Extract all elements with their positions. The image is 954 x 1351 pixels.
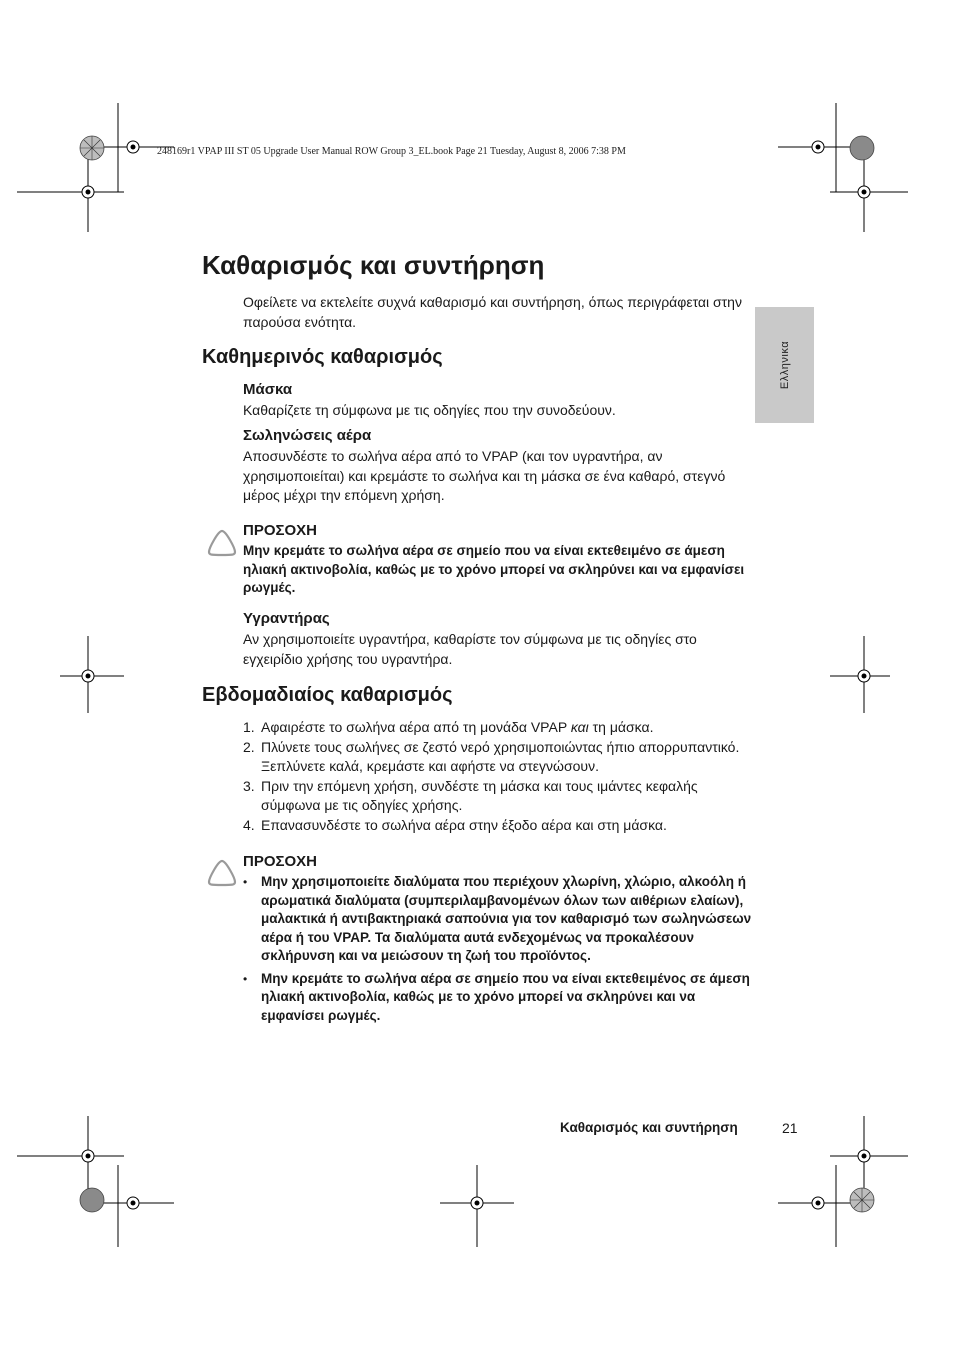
weekly-cleaning-heading: Εβδομαδιαίος καθαρισμός xyxy=(202,684,453,706)
caution-label: ΠΡΟΣΟΧΗ xyxy=(243,522,318,539)
caution-label: ΠΡΟΣΟΧΗ xyxy=(243,853,318,870)
caution-icon xyxy=(206,528,238,558)
caution-bullet-list xyxy=(243,873,753,1029)
humidifier-heading: Υγραντήρας xyxy=(243,610,330,627)
air-tubing-heading: Σωληνώσεις αέρα xyxy=(243,427,372,444)
intro-paragraph: Οφείλετε να εκτελείτε συχνά καθαρισμό και συντήρηση, όπως περιγράφεται στην παρούσα ενότητα. xyxy=(243,294,742,330)
daily-cleaning-heading: Καθημερινός καθαρισμός xyxy=(202,346,443,368)
page-title: Καθαρισμός και συντήρηση xyxy=(202,250,545,280)
list-item: • Μην κρεμάτε το σωλήνα αέρα σε σημείο που να είναι εκτεθειμένος σε άμεση ηλιακή ακτινοβολία, καθώς με το χρόνο μπορεί να σκληρύνει και να εμφανίσει ρωγμές. xyxy=(243,970,750,1023)
print-header-line: 248169r1 VPAP III ST 05 Upgrade User Manual ROW Group 3_EL.book Page 21 Tuesday, August 8, 2006 7:38 PM xyxy=(157,146,626,157)
page-number: 21 xyxy=(782,1120,798,1136)
mask-text: Καθαρίζετε τη σύμφωνα με τις οδηγίες που την συνοδεύουν. xyxy=(243,402,616,418)
weekly-steps-list xyxy=(243,718,753,835)
list-item: 1. Αφαιρέστε το σωλήνα αέρα από τη μονάδα VPAP και τη μάσκα. xyxy=(243,719,654,735)
list-item: 4. Επανασυνδέστε το σωλήνα αέρα στην έξοδο αέρα και στη μάσκα. xyxy=(243,816,667,833)
list-item: 2. Πλύνετε τους σωλήνες σε ζεστό νερό χρησιμοποιώντας ήπιο απορρυπαντικό. Ξεπλύνετε καλά, κρεμάστε και αφήστε να στεγνώσουν. xyxy=(243,738,740,774)
air-tubing-text: Αποσυνδέστε το σωλήνα αέρα από το VPAP (και τον υγραντήρα, αν χρησιμοποιείται) και κρεμάστε το σωλήνα και τη μάσκα σε ένα καθαρό, στεγνό μέρος μέχρι την επόμενη χρήση. xyxy=(243,448,726,503)
caution-icon xyxy=(206,858,238,888)
caution-text: Μην κρεμάτε το σωλήνα αέρα σε σημείο που να είναι εκτεθειμένο σε άμεση ηλιακή ακτινοβολία, καθώς με το χρόνο μπορεί να σκληρύνει και να εμφανίσει ρωγμές. xyxy=(243,543,745,595)
language-tab-label: Ελληνικα xyxy=(778,340,791,390)
list-item: • Μην χρησιμοποιείτε διαλύματα που περιέχουν χλωρίνη, χλώριο, αλκοόλη ή αρωματικά διαλύματα (συμπεριλαμβανομένων όλων των αιθέριων ελαίων), μαλακτικά ή αντιβακτηριακά σαπούνια για τον καθαρισμό των σωληνώσεων αέρα ή του VPAP. Τα διαλύματα αυτά ενδεχομένως να προκαλέσουν σκλήρυνση και να μειώσουν τη ζωή του προϊόντος. xyxy=(243,874,752,963)
footer-section-title: Καθαρισμός και συντήρηση xyxy=(560,1120,738,1135)
mask-heading: Μάσκα xyxy=(243,381,293,398)
humidifier-text: Αν χρησιμοποιείτε υγραντήρα, καθαρίστε τον σύμφωνα με τις οδηγίες στο εγχειρίδιο χρήσης του υγραντήρα. xyxy=(243,631,697,667)
list-item: 3. Πριν την επόμενη χρήση, συνδέστε τη μάσκα και τους ιμάντες κεφαλής σύμφωνα με τις οδηγίες χρήσης. xyxy=(243,777,698,813)
language-side-tab xyxy=(755,307,814,423)
